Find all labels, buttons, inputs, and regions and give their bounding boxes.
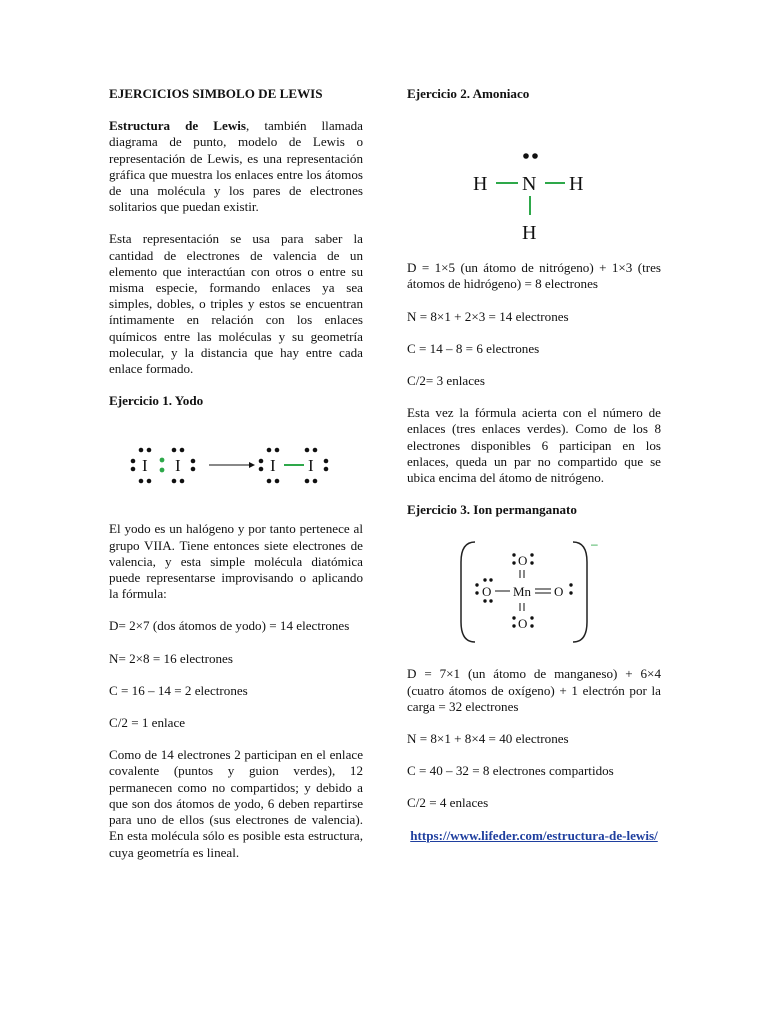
iodine-formula-N: N= 2×8 = 16 electrones <box>109 650 233 666</box>
right-bracket <box>573 542 587 642</box>
iodine-atom-2-symbol: I <box>175 456 181 476</box>
iodine-atom-1-symbol: I <box>142 456 148 476</box>
intro-paragraph <box>109 118 363 215</box>
oxygen-right: O <box>554 584 564 600</box>
ammonia-formula-N: N = 8×1 + 2×3 = 14 electrones <box>407 308 569 324</box>
permanganate-lewis-figure <box>407 532 661 656</box>
exercise-1-title: Ejercicio 1. Yodo <box>109 393 204 409</box>
exercise-3-title: Ejercicio 3. Ion permanganato <box>407 502 577 518</box>
right-column <box>407 86 661 844</box>
page-title: EJERCICIOS SIMBOLO DE LEWIS <box>109 86 323 101</box>
permanganate-formula-D: D = 7×1 (un átomo de manganeso) + 6×4 (cuatro átomos de oxígeno) + 1 electrón por la carga = 32 electrones <box>407 666 661 714</box>
iodine-conclusion: Como de 14 electrones 2 participan en el enlace covalente (puntos y guion verdes), 12 permanecen como no compartidos; y debido a que son dos átomos de yodo, 6 deben repartirse para uno de ellos (sus electrones de valencia). En esta molécula sólo es posible esta estructura, cuya geometría es lineal. <box>109 747 363 860</box>
ammonia-h-bottom: H <box>522 222 537 245</box>
intro-rest: , también llamada diagrama de punto, modelo de Lewis o representación de Lewis, es una representación gráfica que muestra los enlaces entre los átomos de una molécula y los pares de electrones solitarios que puedan existir. <box>109 118 363 215</box>
intro-term: Estructura de Lewis <box>109 118 247 134</box>
ammonia-n-center: N <box>522 173 537 196</box>
iodine-formula-C: C = 16 – 14 = 2 electrones <box>109 682 248 698</box>
lone-pair-dot <box>532 153 538 159</box>
shared-electron-dot <box>160 458 165 463</box>
oxygen-bottom: O <box>518 616 528 632</box>
ammonia-h-left: H <box>473 173 488 196</box>
left-bracket <box>461 542 475 642</box>
iodine-description: El yodo es un halógeno y por tanto pertenece al grupo VIIA. Tiene entonces siete electrones de valencia, y esta simple molécula diatómica puede representarse improvisando o aplicando la fórmula: <box>109 521 363 602</box>
source-link[interactable]: https://www.lifeder.com/estructura-de-lewis/ <box>410 827 658 843</box>
lone-pair-dot <box>523 153 529 159</box>
ammonia-formula-C2: C/2= 3 enlaces <box>407 373 485 389</box>
representation-paragraph: Esta representación se usa para saber la cantidad de electrones de valencia de un elemento que interactúan con otros o entre su misma especie, formando enlaces ya sea simples, dobles, o triples y estos se encuentran íntimamente en relación con los enlaces químicos entre las moléculas y su geometría molecular, y la distancia que hay entre cada enlace formado. <box>109 231 363 377</box>
iodine-atom-3-symbol: I <box>270 456 276 476</box>
exercise-2-title: Ejercicio 2. Amoniaco <box>407 86 530 101</box>
iodine-formula-D: D= 2×7 (dos átomos de yodo) = 14 electrones <box>109 618 350 634</box>
ammonia-description: Esta vez la fórmula acierta con el número de enlaces (tres enlaces verdes). Como de los 8 electrones disponibles 6 participan en los enlaces, queda un par no compartido que se ubica encima del átomo de nitrógeno. <box>407 405 661 486</box>
ammonia-formula-D: D = 1×5 (un átomo de nitrógeno) + 1×3 (tres átomos de hidrógeno) = 8 electrones <box>407 260 661 292</box>
ammonia-formula-C: C = 14 – 8 = 6 electrones <box>407 340 540 356</box>
permanganate-formula-C2: C/2 = 4 enlaces <box>407 795 489 811</box>
left-column <box>109 86 363 877</box>
iodine-formula-C2: C/2 = 1 enlace <box>109 715 186 731</box>
oxygen-left: O <box>482 584 492 600</box>
oxygen-top: O <box>518 553 528 569</box>
shared-electron-dot <box>160 468 165 473</box>
ion-charge: – <box>591 537 598 552</box>
ammonia-lewis-figure <box>407 114 661 260</box>
iodine-lewis-figure <box>109 415 363 513</box>
manganese-center: Mn <box>513 584 532 600</box>
iodine-atom-4-symbol: I <box>308 456 314 476</box>
permanganate-formula-C: C = 40 – 32 = 8 electrones compartidos <box>407 763 614 779</box>
permanganate-formula-N: N = 8×1 + 8×4 = 40 electrones <box>407 731 569 747</box>
ammonia-h-right: H <box>569 173 584 196</box>
